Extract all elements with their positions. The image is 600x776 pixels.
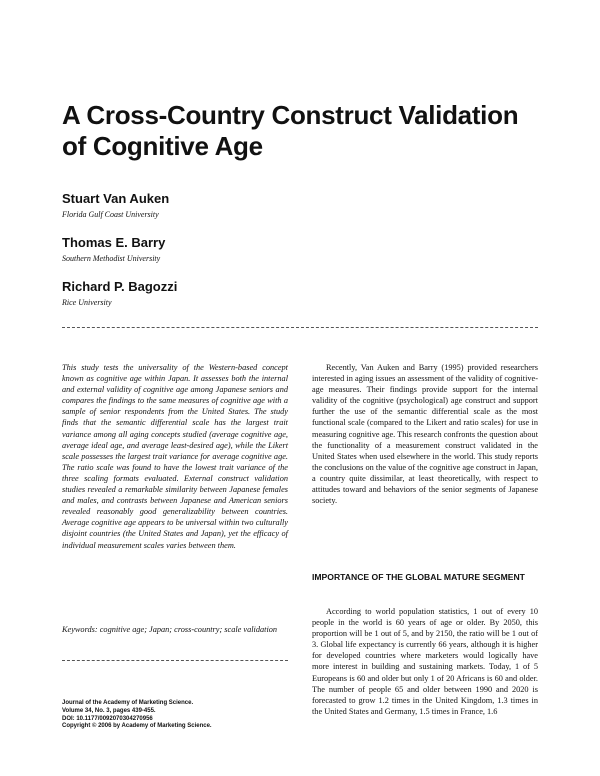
keywords-label: Keywords: (62, 625, 98, 634)
paper-title: A Cross-Country Construct Validation of Cognitive Age (62, 100, 519, 161)
journal-line: Copyright © 2006 by Academy of Marketing Science. (62, 723, 212, 730)
keywords-text: cognitive age; Japan; cross-country; scale validation (99, 625, 278, 634)
intro-column (312, 362, 538, 506)
journal-info (62, 700, 288, 731)
journal-line: Journal of the Academy of Marketing Science. (62, 700, 194, 706)
author-affiliation: Florida Gulf Coast University (62, 210, 159, 219)
journal-line: DOI: 10.1177/0092070304270956 (62, 715, 153, 722)
author-affiliation: Southern Methodist University (62, 254, 161, 263)
author-block (62, 235, 462, 264)
section-heading: IMPORTANCE OF THE GLOBAL MATURE SEGMENT (312, 572, 525, 582)
footnote-divider (62, 660, 288, 661)
author-block (62, 279, 462, 308)
author-name: Richard P. Bagozzi (62, 279, 178, 294)
journal-line: Volume 34, No. 3, pages 439-455. (62, 707, 156, 714)
author-block (62, 191, 462, 220)
abstract: This study tests the universality of the Western-based concept known as cognitive age within Japan. It assesses both the internal and external validity of cognitive age among Japanese seniors and compares the findings to the same measures of cognitive age with a sample of senior respondents from the United States. The study finds that the semantic differential scale has the largest trait variance among all aging concepts studied (average cognitive age, average ideal age, and average least-desired age), while the Likert scale possesses the largest trait variance for average cognitive age. The ratio scale was found to have the lowest trait variance of the three scaling formats evaluated. External construct validation studies revealed a remarkable similarity between Japanese females and males, and contrasts between Japanese and American seniors revealed reasonably good generalizability between countries. Average cognitive age appears to be universal within two culturally disjoint countries (the United States and Japan), yet the efficacy of individual measurement scales varies between them. (62, 363, 288, 550)
section-body (312, 606, 538, 717)
author-affiliation: Rice University (62, 298, 112, 307)
section-divider (62, 327, 538, 328)
author-name: Stuart Van Auken (62, 191, 170, 206)
author-name: Thomas E. Barry (62, 235, 166, 250)
section-paragraph: According to world population statistics, 1 out of every 10 people in the world is 60 years of age or older. By 2050, this proportion will be 1 out of 5, and by 2150, the ratio will be 1 out of 3. Global life expectancy is currently 66 years, although it is higher for developed countries where marketers would logically have more interest in building and sustaining markets. Today, 1 of 5 Europeans is 60 and older but only 1 of 20 Africans is 60 and older. The number of people 65 and older between 1990 and 2020 is forecasted to grow 1.2 times in the United Kingdom, 1.3 times in the United States and Germany, 1.5 times in France, 1.6 (312, 607, 538, 716)
intro-paragraph: Recently, Van Auken and Barry (1995) provided researchers interested in aging issues an assessment of the validity of cognitive-age measures. Their findings provide support for the internal validity of the cognitive (psychological) age construct and support further the use of the semantic differential scale as the most functional scale (compared to the Likert and ratio scales) for use in measuring cognitive age. This research confronts the question about the functionality of a measurement construct validated in the United States when used elsewhere in the world. This study reports the conclusions on the value of the cognitive age construct in Japan, a country quite dissimilar, at least theoretically, with respect to attitudes toward and behaviors of the senior segments of Japanese society. (312, 363, 538, 506)
keywords (62, 624, 288, 635)
